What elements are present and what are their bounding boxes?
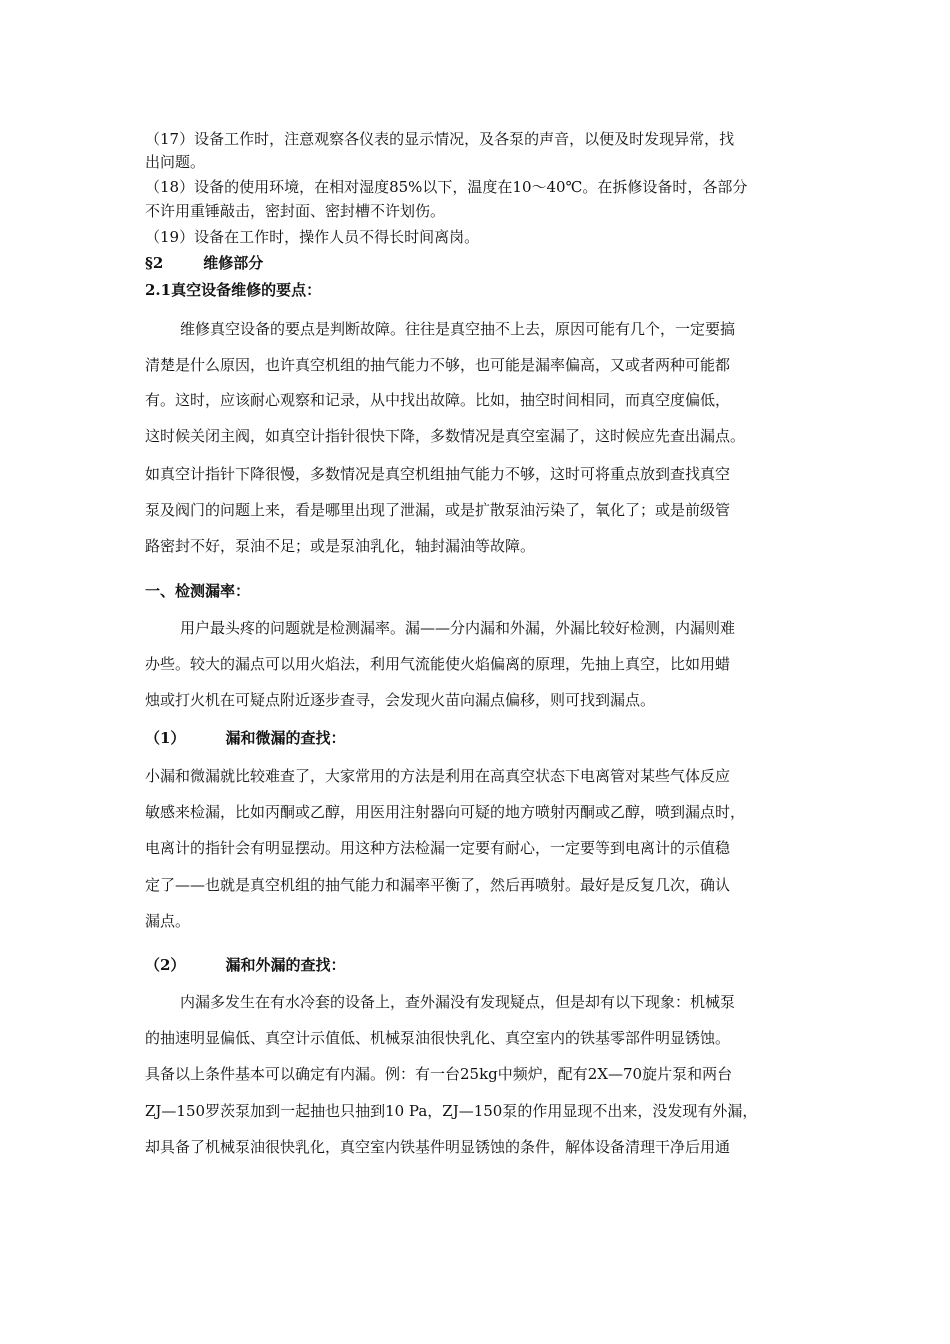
paragraph-line: ZJ—150罗茨泵加到一起抽也只抽到10 Pa，ZJ—150泵的作用显现不出来，没发现有外漏， <box>145 1102 758 1120</box>
text-line: （19）设备在工作时，操作人员不得长时间离岗。 <box>145 228 480 246</box>
section-title: 维修部分 <box>203 254 264 272</box>
subheading-number: （1） <box>145 729 186 747</box>
paragraph-line: 如真空计指针下降很慢，多数情况是真空机组抽气能力不够，这时可将重点放到查找真空 <box>145 465 731 483</box>
paragraph-line: 这时候关闭主阀，如真空计指针很快下降，多数情况是真空室漏了，这时候应先查出漏点。 <box>145 427 746 445</box>
paragraph-line: 电离计的指针会有明显摆动。用这种方法检漏一定要有耐心，一定要等到电离计的示值稳 <box>145 839 731 857</box>
paragraph-line: 路密封不好，泵油不足；或是泵油乳化，轴封漏油等故障。 <box>145 537 536 555</box>
text-line: 不许用重锤敲击，密封面、密封槽不许划伤。 <box>145 202 446 220</box>
paragraph-line: 维修真空设备的要点是判断故障。往往是真空抽不上去，原因可能有几个，一定要搞 <box>180 320 736 338</box>
paragraph-line: 的抽速明显偏低、真空计示值低、机械泵油很快乳化、真空室内的铁基零部件明显锈蚀。 <box>145 1029 731 1047</box>
paragraph-line: 泵及阀门的问题上来，看是哪里出现了泄漏，或是扩散泵油污染了，氧化了；或是前级管 <box>145 501 731 519</box>
paragraph-line: 内漏多发生在有水冷套的设备上，查外漏没有发现疑点，但是却有以下现象：机械泵 <box>180 993 736 1011</box>
paragraph-line: 具备以上条件基本可以确定有内漏。例：有一台25kg中频炉，配有2X—70旋片泵和两台 <box>145 1065 733 1083</box>
paragraph-line: 办些。较大的漏点可以用火焰法，利用气流能使火焰偏离的原理，先抽上真空，比如用蜡 <box>145 655 731 673</box>
subsection-heading: 2.1真空设备维修的要点： <box>145 281 322 299</box>
paragraph-line: 烛或打火机在可疑点附近逐步查寻，会发现火苗向漏点偏移，则可找到漏点。 <box>145 691 656 709</box>
subheading-title: 漏和外漏的查找： <box>225 956 346 974</box>
paragraph-line: 小漏和微漏就比较难查了，大家常用的方法是利用在高真空状态下电离管对某些气体反应 <box>145 767 731 785</box>
paragraph-line: 有。这时，应该耐心观察和记录，从中找出故障。比如，抽空时间相同，而真空度偏低， <box>145 391 731 409</box>
paragraph-line: 用户最头疼的问题就是检测漏率。漏——分内漏和外漏，外漏比较好检测，内漏则难 <box>180 619 736 637</box>
subheading-title: 漏和微漏的查找： <box>225 729 346 747</box>
paragraph-line: 清楚是什么原因，也许真空机组的抽气能力不够，也可能是漏率偏高，又或者两种可能都 <box>145 356 731 374</box>
text-line: （18）设备的使用环境，在相对湿度85%以下，温度在10～40℃。在拆修设备时，各部分 <box>145 178 748 196</box>
paragraph-line: 却具备了机械泵油很快乳化，真空室内铁基件明显锈蚀的条件，解体设备清理干净后用通 <box>145 1138 731 1156</box>
text-line: （17）设备工作时，注意观察各仪表的显示情况，及各泵的声音，以便及时发现异常，找 <box>145 130 735 148</box>
text-line: 出问题。 <box>145 153 206 171</box>
subheading-1 <box>145 727 345 749</box>
section-heading <box>145 252 263 274</box>
paragraph-line: 敏感来检漏，比如丙酮或乙醇，用医用注射器向可疑的地方喷射丙酮或乙醇，喷到漏点时， <box>145 803 746 821</box>
heading-leak-detection: 一、检测漏率： <box>145 582 251 600</box>
paragraph-line: 漏点。 <box>145 912 191 930</box>
subheading-number: （2） <box>145 956 186 974</box>
subheading-2 <box>145 954 345 976</box>
paragraph-line: 定了——也就是真空机组的抽气能力和漏率平衡了，然后再喷射。最好是反复几次，确认 <box>145 876 731 894</box>
section-number: §2 <box>145 254 164 272</box>
